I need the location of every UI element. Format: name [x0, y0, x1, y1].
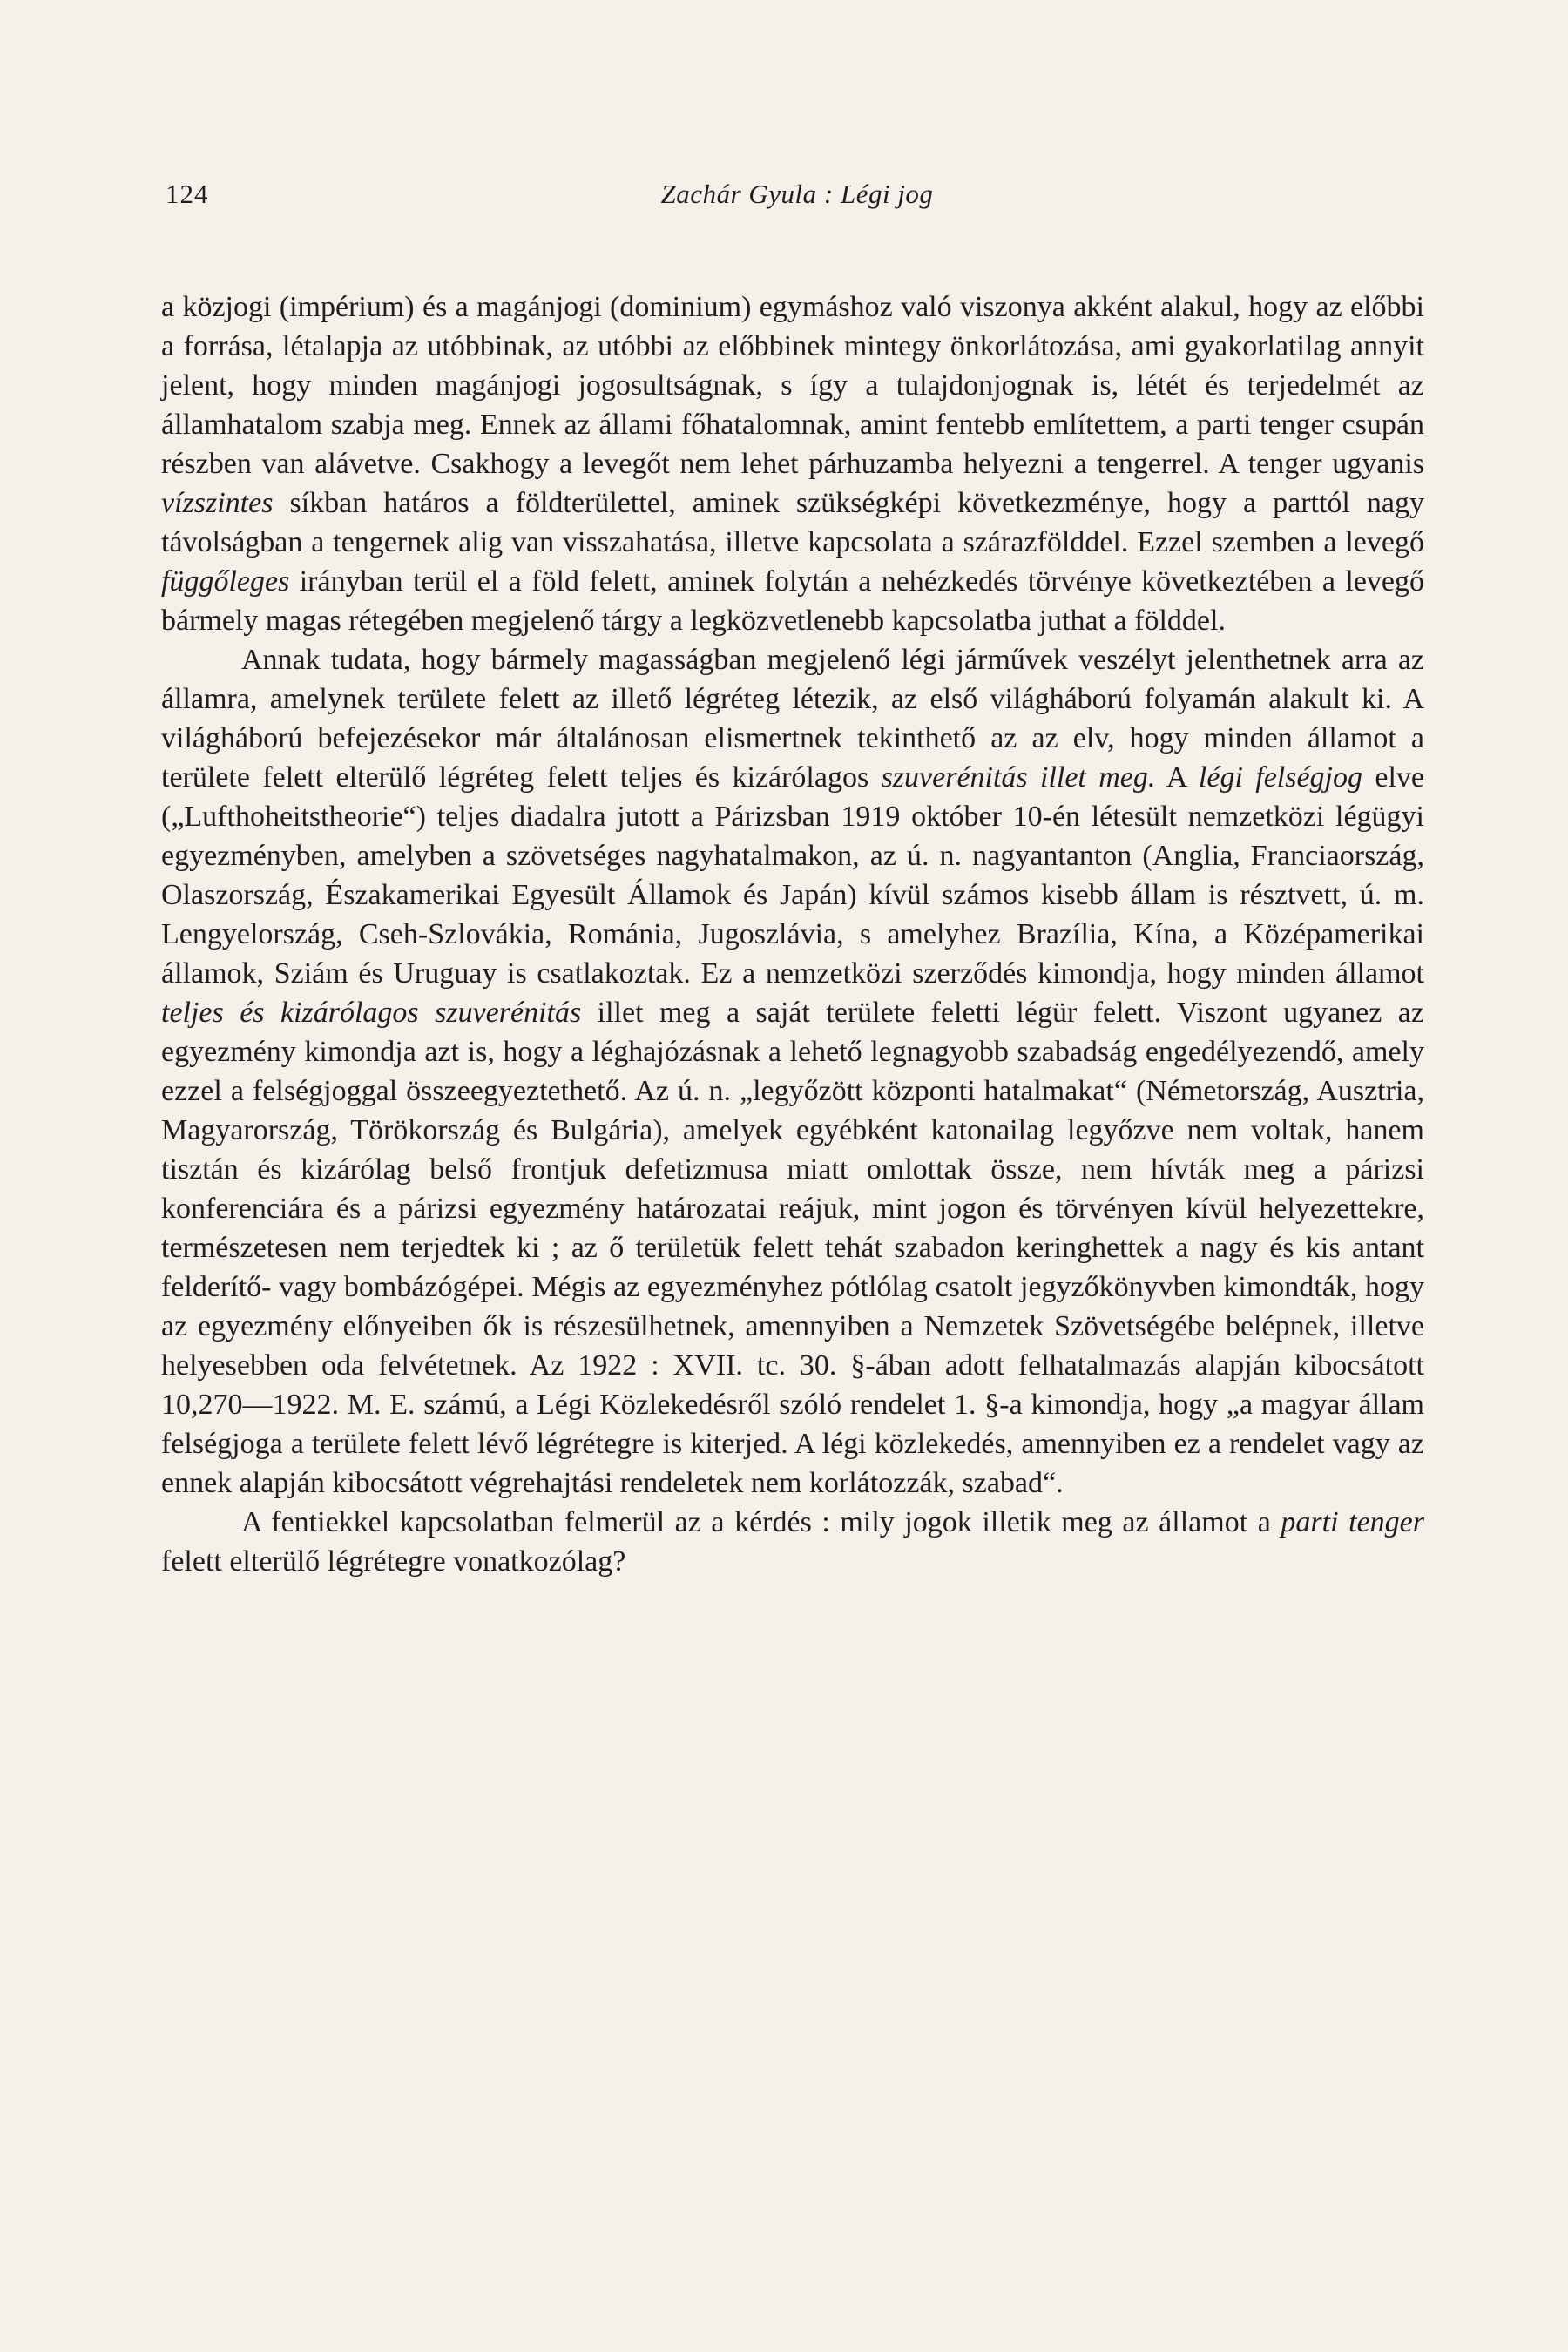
running-title: Zachár Gyula : Légi jog: [660, 179, 934, 209]
page-number: 124: [166, 179, 209, 209]
text-segment: elve („Lufthoheitstheorie“) teljes diadalra jutott a Párizsban 1919 október 10-én létesült nemzetközi légügyi egyezményben, amelyben a szövetséges nagyhatalmakon, az ú. n. nagyantanton (Anglia, Franciaország, Olaszország, Északamerikai Egyesült Államok és Japán) kívül számos kisebb állam is résztvett, ú. m. Lengyelország, Cseh-Szlovákia, Románia, Jugoszlávia, s amelyhez Brazília, Kína, a Középamerikai államok, Sziám és Uruguay is csatlakoztak. Ez a nemzetközi szerződés kimondja, hogy minden államot: [161, 761, 1424, 990]
italic-text: parti tenger: [1281, 1506, 1424, 1538]
italic-text: légi felségjog: [1198, 761, 1362, 794]
paragraph-2: [161, 640, 1424, 1503]
text-segment: A: [1155, 761, 1199, 794]
body-text: [161, 287, 1424, 1581]
text-segment: felett elterülő légrétegre vonatkozólag?: [161, 1545, 626, 1578]
text-segment: a közjogi (impérium) és a magánjogi (dominium) egymáshoz való viszonya akként alakul, hogy az előbbi a forrása, létalapja az utóbbinak, az utóbbi az előbbinek mintegy önkorlátozása, ami gyakorlatilag annyit jelent, hogy minden magánjogi jogosultságnak, s így a tulajdonjognak is, létét és terjedelmét az államhatalom szabja meg. Ennek az állami főhatalomnak, amint fentebb említettem, a parti tenger csupán részben van alávetve. Csakhogy a levegőt nem lehet párhuzamba helyezni a tengerrel. A tenger ugyanis: [161, 291, 1424, 480]
paragraph-1: [161, 287, 1424, 640]
italic-text: vízszintes: [161, 487, 274, 519]
text-segment: A fentiekkel kapcsolatban felmerül az a kérdés : mily jogok illetik meg az államot a: [241, 1506, 1281, 1538]
italic-text: teljes és kizárólagos szuverénitás: [161, 997, 582, 1029]
italic-text: szuverénitás illet meg.: [881, 761, 1156, 794]
paragraph-3: [161, 1503, 1424, 1581]
text-segment: Annak tudata, hogy bármely magasságban megjelenő légi járművek veszélyt jelenthetnek arra az államra, amelynek területe felett az illető légréteg létezik, az első világháború folyamán alakult ki. A világháború befejezésekor már általánosan elismertnek tekinthető az az elv, hogy minden államot a területe felett elterülő légréteg felett teljes és kizárólagos: [161, 644, 1424, 794]
page-header: [166, 179, 1429, 213]
text-segment: illet meg a saját területe feletti légür felett. Viszont ugyanez az egyezmény kimondja azt is, hogy a léghajózásnak a lehető legnagyobb szabadság engedélyezendő, amely ezzel a felségjoggal összeegyeztethető. Az ú. n. „legyőzött központi hatalmakat“ (Németország, Ausztria, Magyarország, Törökország és Bulgária), amelyek egyébként katonailag legyőzve nem voltak, hanem tisztán és kizárólag belső frontjuk defetizmusa miatt omlottak össze, nem hívták meg a párizsi konferenciára és a párizsi egyezmény határozatai reájuk, mint jogon és törvényen kívül helyezettekre, természetesen nem terjedtek ki ; az ő területük felett tehát szabadon keringhettek a nagy és kis antant felderítő- vagy bombázógépei. Mégis az egyezményhez pótlólag csatolt jegyzőkönyvben kimondták, hogy az egyezmény előnyeiben ők is részesülhetnek, amennyiben a Nemzetek Szövetségébe belépnek, illetve helyesebben oda felvétetnek. Az 1922 : XVII. tc. 30. §-ában adott felhatalmazás alapján kibocsátott 10,270—1922. M. E. számú, a Légi Közlekedésről szóló rendelet 1. §-a kimondja, hogy „a magyar állam felségjoga a területe felett lévő légrétegre is kiterjed. A légi közlekedés, amennyiben ez a rendelet vagy az ennek alapján kibocsátott végrehajtási rendeletek nem korlátozzák, szabad“.: [161, 997, 1424, 1499]
text-segment: irányban terül el a föld felett, aminek folytán a nehézkedés törvénye következtében a levegő bármely magas rétegében megjelenő tárgy a legközvetlenebb kapcsolatba juthat a földdel.: [161, 565, 1424, 637]
italic-text: függőleges: [161, 565, 290, 598]
text-segment: síkban határos a földterülettel, aminek szükségképi következménye, hogy a parttól nagy távolságban a tengernek alig van visszahatása, illetve kapcsolata a szárazfölddel. Ezzel szemben a levegő: [161, 487, 1424, 558]
